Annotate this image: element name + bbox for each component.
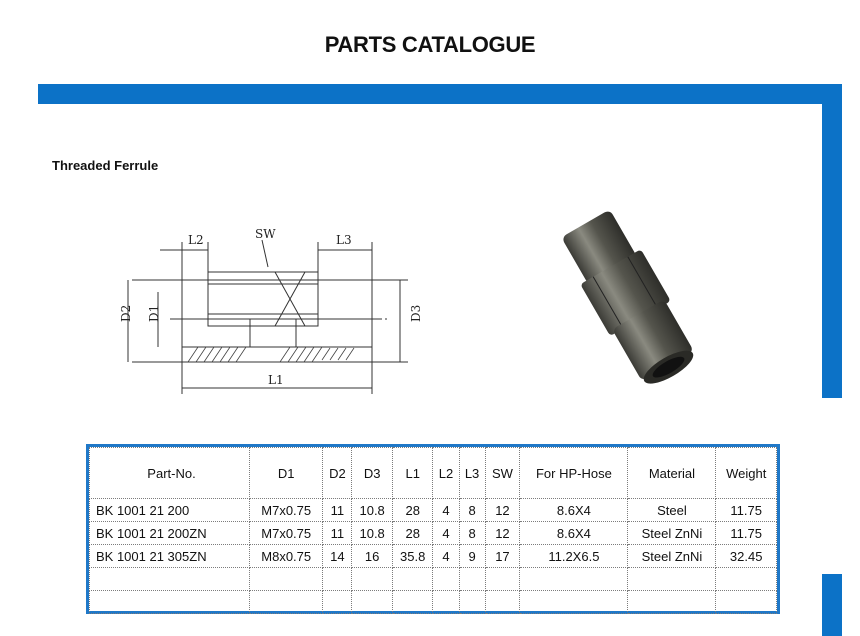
table-cell bbox=[392, 591, 433, 614]
ferrule-body-outline bbox=[182, 280, 372, 362]
table-cell: BK 1001 21 305ZN bbox=[90, 545, 250, 568]
table-cell bbox=[485, 568, 520, 591]
table-cell: Steel ZnNi bbox=[628, 522, 716, 545]
table-cell bbox=[90, 591, 250, 614]
table-cell bbox=[433, 568, 459, 591]
section-title: Threaded Ferrule bbox=[52, 158, 159, 173]
table-cell bbox=[628, 568, 716, 591]
table-cell: 11 bbox=[323, 522, 352, 545]
column-header: Part-No. bbox=[90, 448, 250, 499]
table-cell: 8.6X4 bbox=[520, 522, 628, 545]
table-cell: 12 bbox=[485, 522, 520, 545]
column-header: D3 bbox=[352, 448, 393, 499]
table-cell: 10.8 bbox=[352, 522, 393, 545]
table-cell: 17 bbox=[485, 545, 520, 568]
column-header: L2 bbox=[433, 448, 459, 499]
table-cell: 11.75 bbox=[716, 522, 777, 545]
table-cell: 9 bbox=[459, 545, 485, 568]
column-header: D1 bbox=[250, 448, 323, 499]
table-cell bbox=[520, 591, 628, 614]
table-cell: Steel ZnNi bbox=[628, 545, 716, 568]
table-row bbox=[90, 499, 777, 522]
table-cell: M7x0.75 bbox=[250, 499, 323, 522]
label-l1: L1 bbox=[268, 373, 284, 387]
table-header-row bbox=[90, 448, 777, 499]
column-header: Weight bbox=[716, 448, 777, 499]
table-cell bbox=[716, 591, 777, 614]
table-cell: 10.8 bbox=[352, 499, 393, 522]
label-l3: L3 bbox=[336, 233, 352, 247]
table-cell: 4 bbox=[433, 545, 459, 568]
table-cell bbox=[433, 591, 459, 614]
table-cell: BK 1001 21 200 bbox=[90, 499, 250, 522]
table-cell: 14 bbox=[323, 545, 352, 568]
label-d3: D3 bbox=[409, 304, 423, 322]
table-cell bbox=[459, 568, 485, 591]
table-cell bbox=[352, 591, 393, 614]
page-title: PARTS CATALOGUE bbox=[324, 32, 536, 57]
table-cell bbox=[250, 591, 323, 614]
side-accent-bar bbox=[822, 104, 842, 398]
table-cell: 8 bbox=[459, 522, 485, 545]
table-cell: 35.8 bbox=[392, 545, 433, 568]
table-cell bbox=[485, 591, 520, 614]
table-cell: 16 bbox=[352, 545, 393, 568]
product-photo bbox=[548, 202, 708, 392]
label-d2: D2 bbox=[119, 304, 133, 322]
column-header: Material bbox=[628, 448, 716, 499]
table-cell: 28 bbox=[392, 499, 433, 522]
table-cell: 11.2X6.5 bbox=[520, 545, 628, 568]
table-cell: 11 bbox=[323, 499, 352, 522]
table-cell: 8 bbox=[459, 499, 485, 522]
table-cell bbox=[716, 568, 777, 591]
table-cell bbox=[323, 591, 352, 614]
column-header: For HP-Hose bbox=[520, 448, 628, 499]
table-row bbox=[90, 545, 777, 568]
side-accent-bar-bottom bbox=[822, 574, 842, 636]
table-cell: 12 bbox=[485, 499, 520, 522]
table-cell: 32.45 bbox=[716, 545, 777, 568]
table-row bbox=[90, 522, 777, 545]
table-cell: M8x0.75 bbox=[250, 545, 323, 568]
column-header: D2 bbox=[323, 448, 352, 499]
table-cell bbox=[90, 568, 250, 591]
label-l2: L2 bbox=[188, 233, 204, 247]
column-header: L1 bbox=[392, 448, 433, 499]
table-cell bbox=[628, 591, 716, 614]
parts-table bbox=[89, 447, 777, 614]
table-cell: 4 bbox=[433, 499, 459, 522]
table-cell: 4 bbox=[433, 522, 459, 545]
column-header: SW bbox=[485, 448, 520, 499]
parts-table-frame bbox=[86, 444, 780, 614]
table-cell bbox=[392, 568, 433, 591]
label-d1: D1 bbox=[147, 304, 161, 322]
table-cell bbox=[459, 591, 485, 614]
table-cell: M7x0.75 bbox=[250, 522, 323, 545]
table-cell bbox=[250, 568, 323, 591]
table-row bbox=[90, 591, 777, 614]
table-cell bbox=[520, 568, 628, 591]
table-cell: BK 1001 21 200ZN bbox=[90, 522, 250, 545]
table-row bbox=[90, 568, 777, 591]
table-cell: Steel bbox=[628, 499, 716, 522]
header-accent-bar bbox=[38, 84, 842, 104]
column-header: L3 bbox=[459, 448, 485, 499]
table-cell: 8.6X4 bbox=[520, 499, 628, 522]
table-cell bbox=[352, 568, 393, 591]
table-cell: 28 bbox=[392, 522, 433, 545]
technical-drawing bbox=[100, 222, 430, 402]
table-cell bbox=[323, 568, 352, 591]
table-cell: 11.75 bbox=[716, 499, 777, 522]
label-sw: SW bbox=[255, 227, 276, 241]
